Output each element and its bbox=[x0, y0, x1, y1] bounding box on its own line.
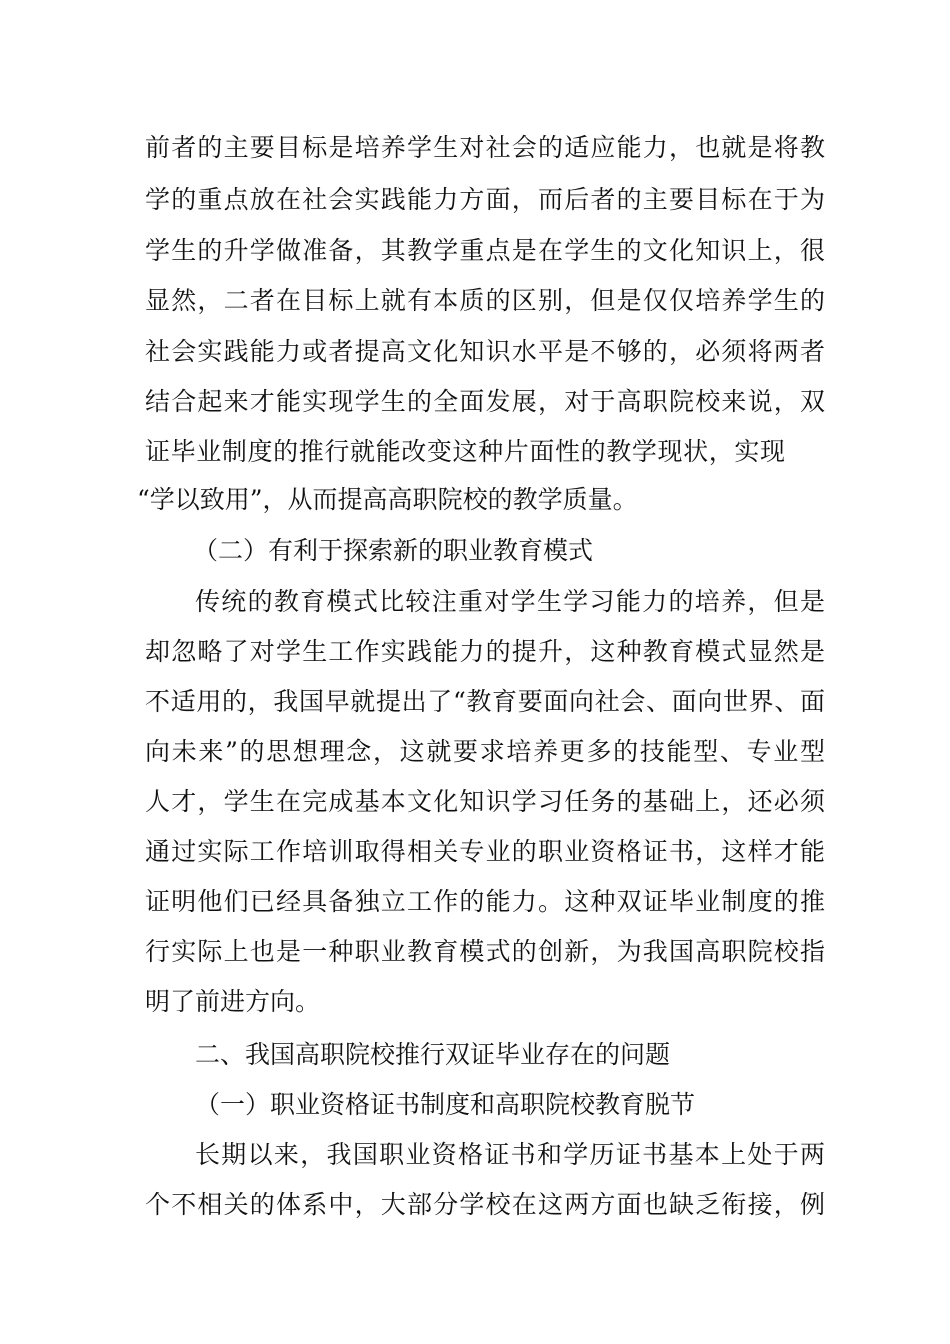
text-line: 社会实践能力或者提高文化知识水平是不够的，必须将两者 bbox=[145, 337, 825, 366]
text-line: 前者的主要目标是培养学生对社会的适应能力，也就是将教 bbox=[145, 133, 825, 162]
text-line: 长期以来，我国职业资格证书和学历证书基本上处于两 bbox=[195, 1140, 825, 1169]
text-line: 行实际上也是一种职业教育模式的创新，为我国高职院校指 bbox=[145, 937, 825, 966]
text-line: 却忽略了对学生工作实践能力的提升，这种教育模式显然是 bbox=[145, 637, 825, 666]
text-line: “学以致用”，从而提高高职院校的教学质量。 bbox=[137, 485, 638, 514]
text-line: 证毕业制度的推行就能改变这种片面性的教学现状，实现 bbox=[145, 437, 785, 466]
text-line: 学生的升学做准备，其教学重点是在学生的文化知识上，很 bbox=[145, 236, 825, 265]
section-heading: 二、我国高职院校推行双证毕业存在的问题 bbox=[195, 1040, 671, 1069]
text-line: 传统的教育模式比较注重对学生学习能力的培养，但是 bbox=[195, 587, 825, 616]
text-line: 明了前进方向。 bbox=[145, 987, 321, 1016]
text-line: 显然，二者在目标上就有本质的区别，但是仅仅培养学生的 bbox=[145, 286, 825, 315]
text-line: 学的重点放在社会实践能力方面，而后者的主要目标在于为 bbox=[145, 185, 825, 214]
section-heading: （二）有利于探索新的职业教育模式 bbox=[193, 536, 594, 565]
text-line: 通过实际工作培训取得相关专业的职业资格证书，这样才能 bbox=[145, 837, 825, 866]
text-line: 向未来”的思想理念，这就要求培养更多的技能型、专业型 bbox=[145, 737, 825, 766]
text-line: 人才，学生在完成基本文化知识学习任务的基础上，还必须 bbox=[145, 787, 825, 816]
text-line: 结合起来才能实现学生的全面发展，对于高职院校来说，双 bbox=[145, 387, 825, 416]
text-line: 个不相关的体系中，大部分学校在这两方面也缺乏衔接，例 bbox=[145, 1190, 825, 1219]
text-line: 证明他们已经具备独立工作的能力。这种双证毕业制度的推 bbox=[145, 887, 825, 916]
subsection-heading: （一）职业资格证书制度和高职院校教育脱节 bbox=[195, 1090, 696, 1119]
text-line: 不适用的，我国早就提出了“教育要面向社会、面向世界、面 bbox=[145, 687, 825, 716]
